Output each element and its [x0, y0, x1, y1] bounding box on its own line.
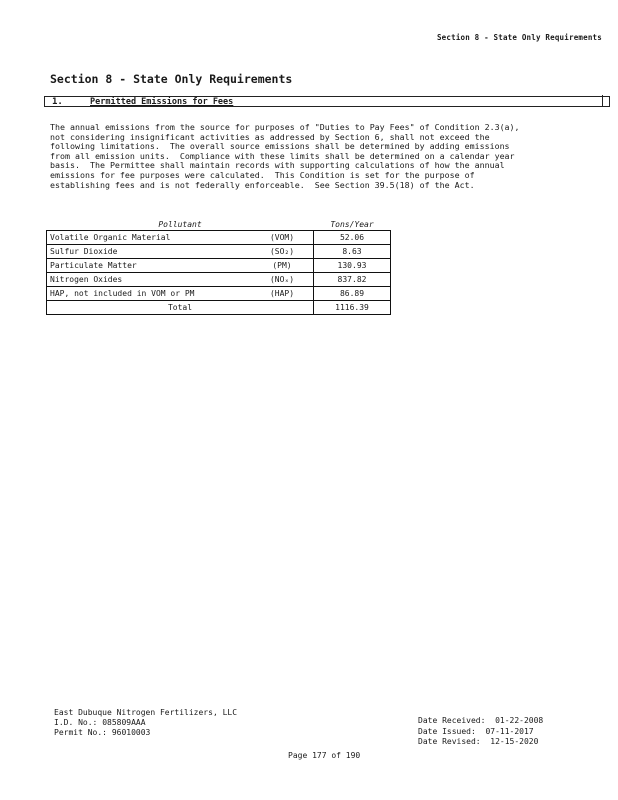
id-value: 085809AAA — [102, 717, 146, 727]
pollutant-name: Particulate Matter — [47, 259, 252, 273]
company-name: East Dubuque Nitrogen Fertilizers, LLC — [54, 708, 238, 717]
pollutant-value: 130.93 — [314, 259, 391, 273]
body-line: from all emission units. Compliance with these limits shall be determined on a calendar year — [50, 150, 515, 161]
page-number: Page 177 of 190 — [288, 751, 361, 760]
condition-title: Permitted Emissions for Fees — [90, 97, 234, 107]
total-value: 1116.39 — [314, 301, 391, 315]
pollutant-value: 8.63 — [314, 245, 391, 259]
date-issued-line — [418, 727, 543, 738]
permit-label: Permit No.: — [54, 727, 107, 737]
box-tick-mark — [602, 95, 609, 107]
table-row — [47, 259, 391, 273]
running-header: Section 8 - State Only Requirements — [436, 33, 602, 42]
revised-label: Date Revised: — [418, 737, 481, 746]
issued-value: 07-11-2017 — [485, 726, 534, 736]
pollutant-value: 837.82 — [314, 273, 391, 287]
header-pollutant: Pollutant — [158, 220, 202, 229]
body-line: establishing fees and is not federally enforceable. See Section 39.5(18) of the Act. — [50, 179, 475, 190]
pollutant-abbr: (NOₓ) — [251, 273, 314, 287]
pollutant-name: HAP, not included in VOM or PM — [47, 287, 252, 301]
pollutant-name: Nitrogen Oxides — [47, 273, 252, 287]
received-value: 01-22-2008 — [495, 716, 544, 725]
date-received-line — [418, 716, 543, 727]
body-line: following limitations. The overall source emissions shall be determined by adding emissions — [50, 141, 510, 152]
date-revised-line — [418, 737, 543, 748]
header-tons-per-year: Tons/Year — [330, 220, 374, 229]
body-line: basis. The Permittee shall maintain records with supporting calculations of how the annual — [50, 160, 505, 171]
section-title: Section 8 - State Only Requirements — [50, 72, 293, 86]
pollutant-abbr: (PM) — [251, 259, 314, 273]
body-line: not considering insignificant activities as addressed by Section 6, shall not exceed the — [50, 131, 490, 142]
body-line: emissions for fee purposes were calculated. This Condition is set for the purpose of — [50, 169, 475, 180]
emissions-table — [46, 219, 391, 315]
permit-value: 96010003 — [111, 727, 151, 737]
condition-number: 1. — [52, 97, 63, 107]
pollutant-name: Sulfur Dioxide — [47, 245, 252, 259]
body-line: The annual emissions from the source for purposes of "Duties to Pay Fees" of Condition 2.3(a), — [50, 122, 520, 132]
footer-dates — [418, 716, 543, 748]
footer-permit-info — [54, 708, 237, 737]
pollutant-value: 86.89 — [314, 287, 391, 301]
pollutant-value: 52.06 — [314, 231, 391, 245]
pollutant-abbr: (SO₂) — [251, 245, 314, 259]
table-row — [47, 245, 391, 259]
condition-body-text — [50, 123, 596, 190]
pollutant-abbr: (HAP) — [251, 287, 314, 301]
table-row — [47, 287, 391, 301]
table-header-row — [47, 219, 391, 231]
received-label: Date Received: — [418, 716, 486, 725]
id-label: I.D. No.: — [54, 717, 98, 727]
table-row — [47, 273, 391, 287]
id-number-line — [54, 718, 237, 728]
pollutant-abbr: (VOM) — [251, 231, 314, 245]
total-label: Total — [47, 301, 314, 315]
table-total-row — [47, 301, 391, 315]
issued-label: Date Issued: — [418, 726, 476, 736]
revised-value: 12-15-2020 — [490, 737, 539, 746]
table-row — [47, 231, 391, 245]
permit-number-line — [54, 728, 237, 738]
pollutant-name: Volatile Organic Material — [47, 231, 252, 245]
